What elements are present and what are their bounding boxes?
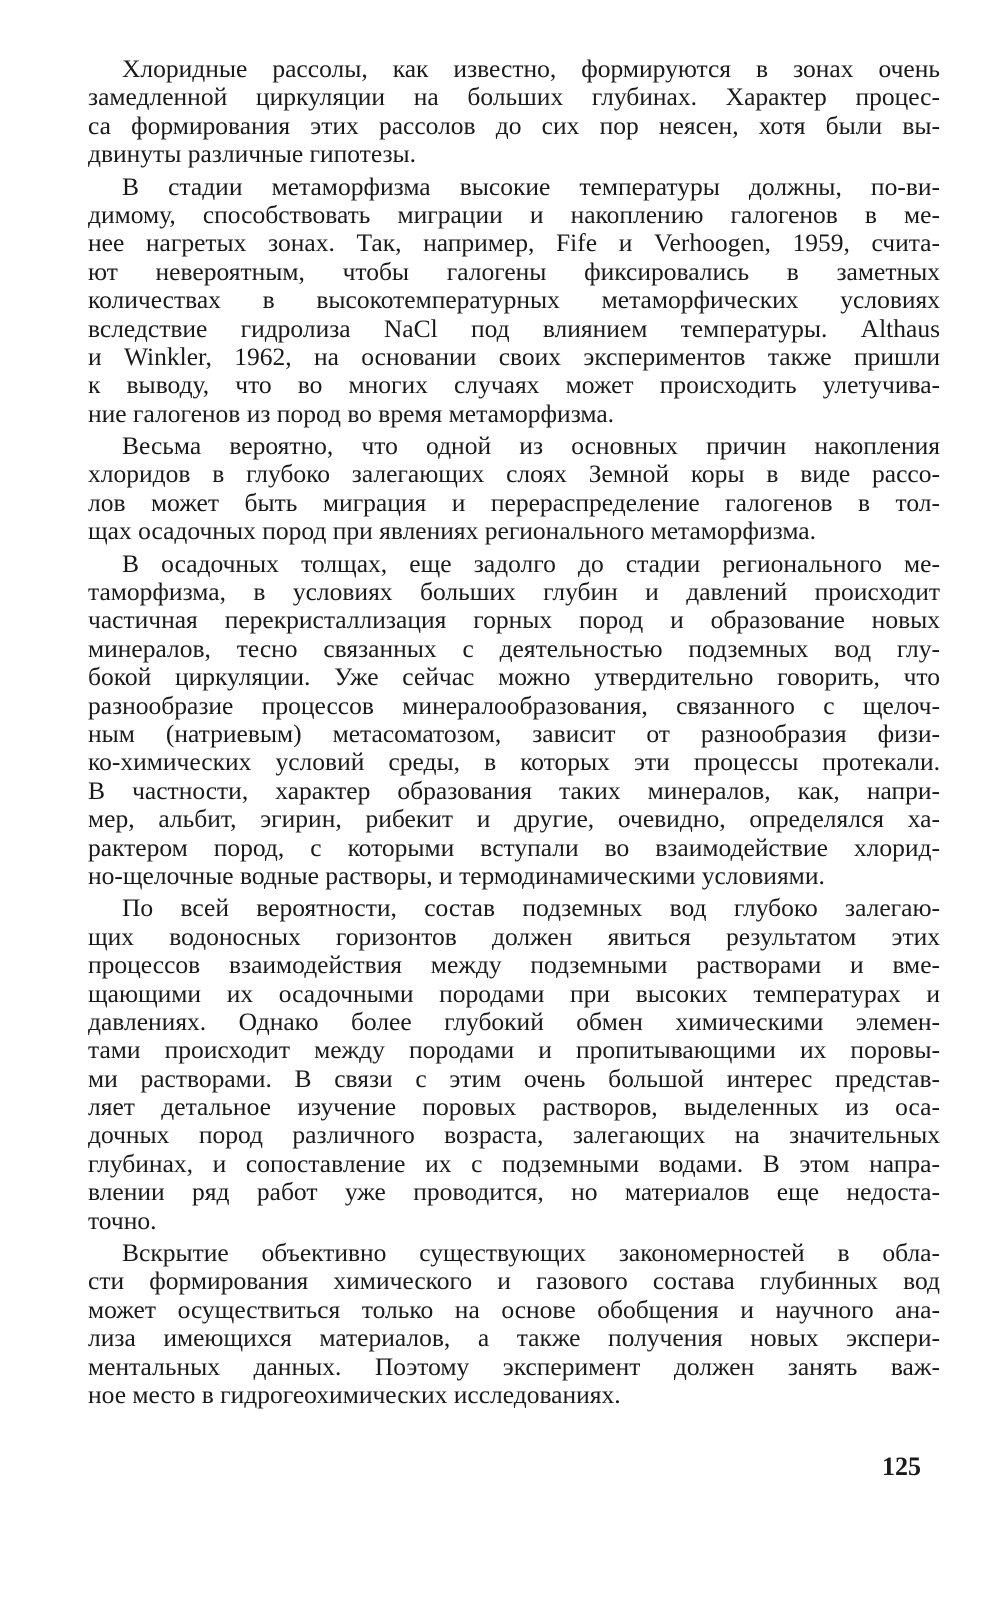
paragraph [88,894,940,1235]
text-line: ментальных данных. Поэтому эксперимент должен занять важ- [88,1352,940,1381]
text-line: Вскрытие объективно существующих закономерностей в обла- [122,1239,940,1268]
text-line: лиза имеющихся материалов, а также получения новых экспери- [88,1324,940,1353]
text-line: В частности, характер образования таких минералов, как, напри- [88,776,940,805]
text-line: Весьма вероятно, что одной из основных причин накопления [122,432,940,461]
paragraph [88,550,940,891]
text-line: ют невероятным, чтобы галогены фиксировались в заметных [88,257,940,286]
text-line: минералов, тесно связанных с деятельностью подземных вод глу- [88,634,940,663]
paragraph [88,173,940,429]
body-text [88,55,940,1413]
text-line: ляет детальное изучение поровых растворов, выделенных из оса- [88,1093,940,1122]
text-line: нее нагретых зонах. Так, например, Fife и Verhoogen, 1959, счита- [88,229,940,258]
text-line: хлоридов в глубоко залегающих слоях Земной коры в виде рассо- [88,460,940,489]
text-line: щах осадочных пород при явлениях регионального метаморфизма. [88,517,816,546]
page-number: 125 [882,1452,921,1481]
text-line: может осуществиться только на основе обобщения и научного ана- [88,1295,940,1324]
text-line: к выводу, что во многих случаях может происходить улетучива- [88,371,940,400]
text-line: глубинах, и сопоставление их с подземными водами. В этом напра- [88,1149,940,1178]
text-line: влении ряд работ уже проводится, но материалов еще недоста- [88,1178,940,1207]
text-line: тами происходит между породами и пропитывающими их поровы- [88,1036,940,1065]
text-line: мер, альбит, эгирин, рибекит и другие, очевидно, определялся ха- [88,805,940,834]
paragraph [88,1239,940,1409]
text-line: точно. [88,1206,157,1235]
text-line: Хлоридные рассолы, как известно, формируются в зонах очень [122,55,940,83]
text-line: ное место в гидрогеохимических исследованиях. [88,1380,621,1409]
text-line: давлениях. Однако более глубокий обмен химическими элемен- [88,1007,940,1036]
paragraph [88,432,940,546]
text-line: замедленной циркуляции на больших глубинах. Характер процес- [88,83,940,112]
text-line: процессов взаимодействия между подземными растворами и вме- [88,951,940,980]
text-line: щих водоносных горизонтов должен явиться результатом этих [88,922,940,951]
text-line: количествах в высокотемпературных метаморфических условиях [88,286,940,315]
text-line: ние галогенов из пород во время метаморфизма. [88,399,615,428]
text-line: По всей вероятности, состав подземных вод глубоко залегаю- [122,894,940,923]
text-line: разнообразие процессов минералообразования, связанного с щелоч- [88,691,940,720]
text-line: но-щелочные водные растворы, и термодинамическими условиями. [88,861,825,890]
text-line: таморфизма, в условиях больших глубин и давлений происходит [88,578,940,607]
text-line: рактером пород, с которыми вступали во взаимодействие хлорид- [88,833,940,862]
text-line: ко-химических условий среды, в которых эти процессы протекали. [88,748,940,777]
text-line: вследствие гидролиза NaCl под влиянием температуры. Althaus [88,314,940,343]
text-line: ми растворами. В связи с этим очень большой интерес представ- [88,1064,940,1093]
text-line: са формирования этих рассолов до сих пор неясен, хотя были вы- [88,111,940,140]
text-line: двинуты различные гипотезы. [88,140,417,169]
text-line: лов может быть миграция и перераспределение галогенов в тол- [88,488,940,517]
text-line: ным (натриевым) метасоматозом, зависит от разнообразия физи- [88,719,940,748]
text-line: сти формирования химического и газового состава глубинных вод [88,1267,940,1296]
text-line: В осадочных толщах, еще задолго до стадии регионального ме- [122,549,940,578]
text-line: и Winkler, 1962, на основании своих экспериментов также пришли [88,342,940,371]
text-line: В стадии метаморфизма высокие температуры должны, по-ви- [122,172,940,201]
text-line: частичная перекристаллизация горных пород и образование новых [88,606,940,635]
paragraph [88,55,940,169]
text-line: щающими их осадочными породами при высоких температурах и [88,979,940,1008]
text-line: дочных пород различного возраста, залегающих на значительных [88,1121,940,1150]
text-line: бокой циркуляции. Уже сейчас можно утвердительно говорить, что [88,663,940,692]
text-line: димому, способствовать миграции и накоплению галогенов в ме- [88,200,940,229]
